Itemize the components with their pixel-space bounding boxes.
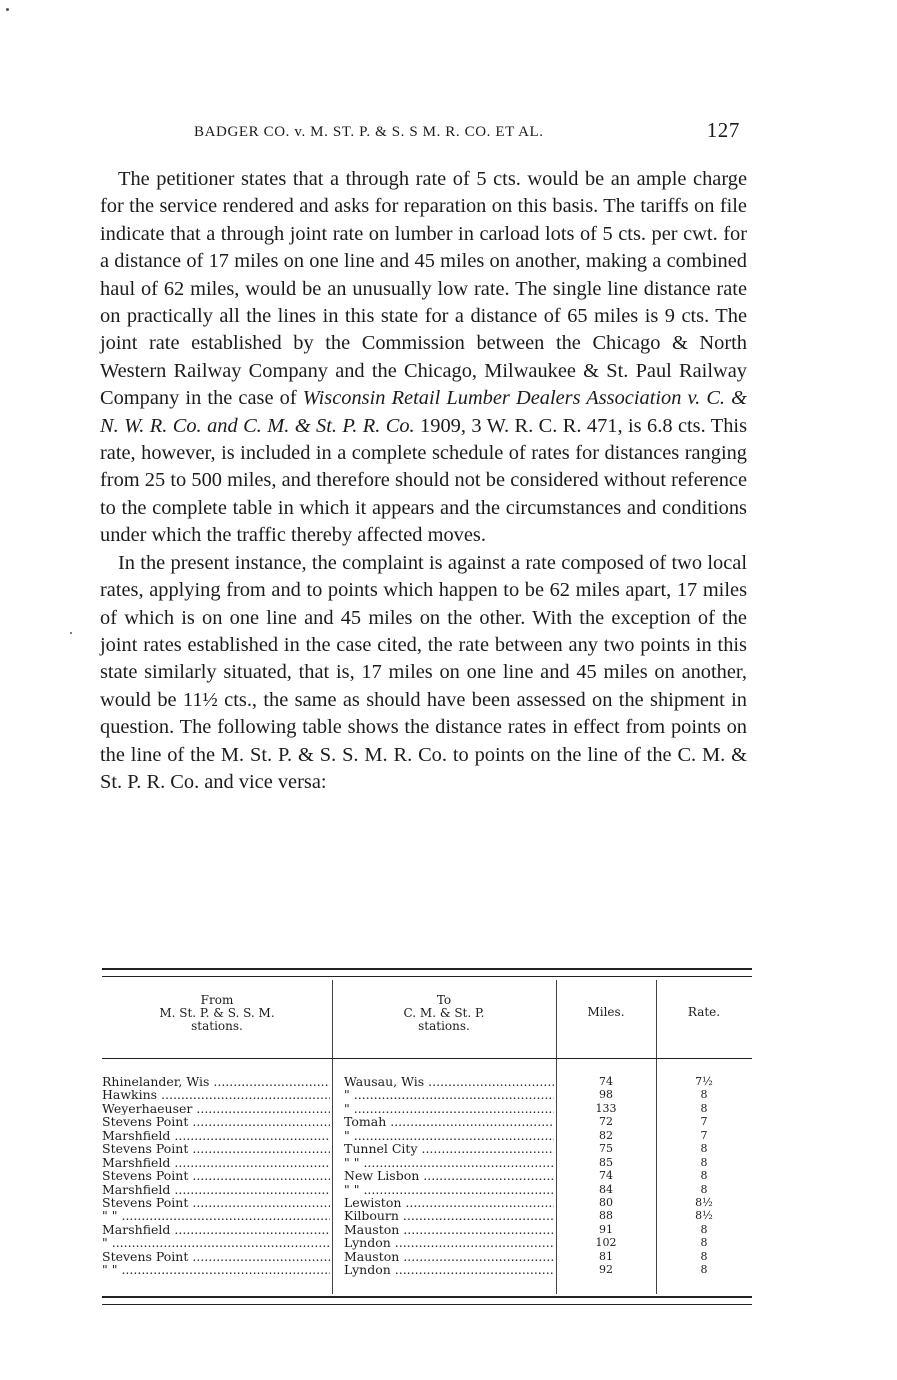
cell-rate: 8 [700,1236,708,1250]
cell-miles: 74 [599,1075,613,1088]
cell-rate: 7 [700,1115,708,1129]
cell-rate: 8 [700,1101,708,1115]
cell-rate: 7½ [695,1075,713,1088]
cell-to: Lewiston ..... [344,1196,554,1209]
cell-miles: 84 [599,1182,613,1196]
cell-to: New Lisbon ..... [344,1169,554,1182]
table-row [102,1088,752,1101]
page-number: 127 [706,118,740,142]
cell-to: Mauston ..... [344,1250,554,1263]
cell-to: " ..... [344,1102,554,1115]
cell-miles: 102 [595,1236,617,1250]
cell-from: Marshfield ..... [102,1223,330,1236]
table-row [102,1183,752,1196]
header-rate: Rate. [687,1005,721,1019]
cell-rate: 8 [700,1222,708,1236]
table-row [102,1209,752,1222]
distance-rates-table [102,968,752,1304]
cell-rate: 8 [700,1249,708,1263]
header-rule [102,1058,752,1059]
cell-rate: 8 [700,1263,708,1277]
cell-miles: 85 [599,1155,613,1169]
cell-rate: 8½ [695,1195,713,1209]
case-citation: Wisconsin Retail Lumber Dealers Association v. C. & N. W. R. Co. and C. M. & St. P. R. Co. [100,387,748,437]
table-row [102,1115,752,1128]
header-from-line-1: From [200,993,234,1007]
header-to-line-3: stations. [418,1019,470,1033]
cell-from: Marshfield ..... [102,1129,330,1142]
header-miles: Miles. [587,1005,625,1019]
table-row [102,1263,752,1276]
cell-miles: 75 [599,1142,613,1156]
table-body [102,1075,752,1277]
table-row [102,1250,752,1263]
paragraph-1-text-b: 1909, 3 W. R. C. R. 471, is 6.8 cts. This rate, however, is included in a complete schedule of rates for distances ranging from 25 to 500 miles, and therefore should not be considered without reference to the complete table in which it appears and the circumstances and conditions under which the traffic thereby affected moves. [100,414,747,547]
cell-to: Lyndon ..... [344,1263,554,1276]
cell-to: " ..... [344,1129,554,1142]
cell-miles: 72 [599,1115,613,1129]
cell-to: Lyndon ..... [344,1236,554,1249]
cell-rate: 8 [700,1155,708,1169]
cell-to: " ..... [344,1088,554,1101]
cell-miles: 133 [595,1101,617,1115]
table-row [102,1223,752,1236]
cell-from: " " ..... [102,1209,330,1222]
header-from-line-2: M. St. P. & S. S. M. [159,1006,275,1020]
table-row [102,1169,752,1182]
cell-from: Hawkins ..... [102,1088,330,1101]
cell-to: " " ..... [344,1183,554,1196]
cell-to: Mauston ..... [344,1223,554,1236]
header-from-line-3: stations. [191,1019,243,1033]
scan-speck [70,632,72,634]
header-to-line-2: C. M. & St. P. [403,1006,485,1020]
header-to-line-1: To [436,993,452,1007]
cell-miles: 80 [599,1195,613,1209]
cell-miles: 82 [599,1128,613,1142]
scan-speck [6,8,9,11]
cell-from: Marshfield ..... [102,1156,330,1169]
table-row [102,1156,752,1169]
cell-to: Wausau, Wis ..... [344,1075,554,1088]
table-row [102,1196,752,1209]
header-from [102,994,332,1033]
cell-rate: 8½ [695,1209,713,1223]
table-row [102,1075,752,1088]
cell-miles: 88 [599,1209,613,1223]
cell-from: Stevens Point ..... [102,1196,330,1209]
header-to [332,994,556,1033]
body-text [100,166,747,796]
cell-rate: 8 [700,1142,708,1156]
table-row [102,1236,752,1249]
cell-from: Weyerhaeuser ..... [102,1102,330,1115]
paragraph-1-text-a: The petitioner states that a through rate of 5 cts. would be an ample charge for the service rendered and asks for reparation on this basis. The tariffs on file indicate that a through joint rate on lumber in carload lots of 5 cts. per cwt. for a distance of 17 miles on one line and 45 miles on another, making a combined haul of 62 miles, would be an unusually low rate. The single line distance rate on practically all the lines in this state for a distance of 65 miles is 9 cts. The joint rate established by the Commission between the Chicago & North Western Railway Company and the Chicago, Milwaukee & St. Paul Railway Company in the case of [100,168,747,410]
cell-from: " " ..... [102,1263,330,1276]
table-bottom-rule [102,1296,752,1305]
cell-from: Stevens Point ..... [102,1169,330,1182]
cell-miles: 92 [599,1263,613,1277]
cell-from: Marshfield ..... [102,1183,330,1196]
table-row [102,1102,752,1115]
cell-to: Kilbourn ..... [344,1209,554,1222]
running-head: BADGER CO. v. M. ST. P. & S. S M. R. CO. ET AL. [194,124,544,140]
table-top-rule [102,968,752,977]
cell-from: Stevens Point ..... [102,1142,330,1155]
cell-rate: 8 [700,1088,708,1102]
cell-rate: 8 [700,1169,708,1183]
cell-miles: 91 [599,1222,613,1236]
cell-to: " " ..... [344,1156,554,1169]
paragraph-1 [100,166,747,550]
paragraph-2: In the present instance, the complaint is against a rate composed of two local rates, applying from and to points which happen to be 62 miles apart, 17 miles of which is on one line and 45 miles on the other. With the exception of the joint rates established in the case cited, the rate between any two points in this state similarly situated, that is, 17 miles on one line and 45 miles on another, would be 11½ cts., the same as should have been assessed on the shipment in question. The following table shows the distance rates in effect from points on the line of the M. St. P. & S. S. M. R. Co. to points on the line of the C. M. & St. P. R. Co. and vice versa: [100,551,747,793]
cell-from: Stevens Point ..... [102,1115,330,1128]
cell-from: Rhinelander, Wis ..... [102,1075,330,1088]
table-row [102,1142,752,1155]
cell-from: " ..... [102,1236,330,1249]
cell-to: Tunnel City ..... [344,1142,554,1155]
cell-rate: 8 [700,1182,708,1196]
cell-miles: 81 [599,1249,613,1263]
cell-to: Tomah ..... [344,1115,554,1128]
cell-miles: 74 [599,1169,613,1183]
cell-rate: 7 [700,1128,708,1142]
table-row [102,1129,752,1142]
cell-from: Stevens Point ..... [102,1250,330,1263]
cell-miles: 98 [599,1088,613,1102]
